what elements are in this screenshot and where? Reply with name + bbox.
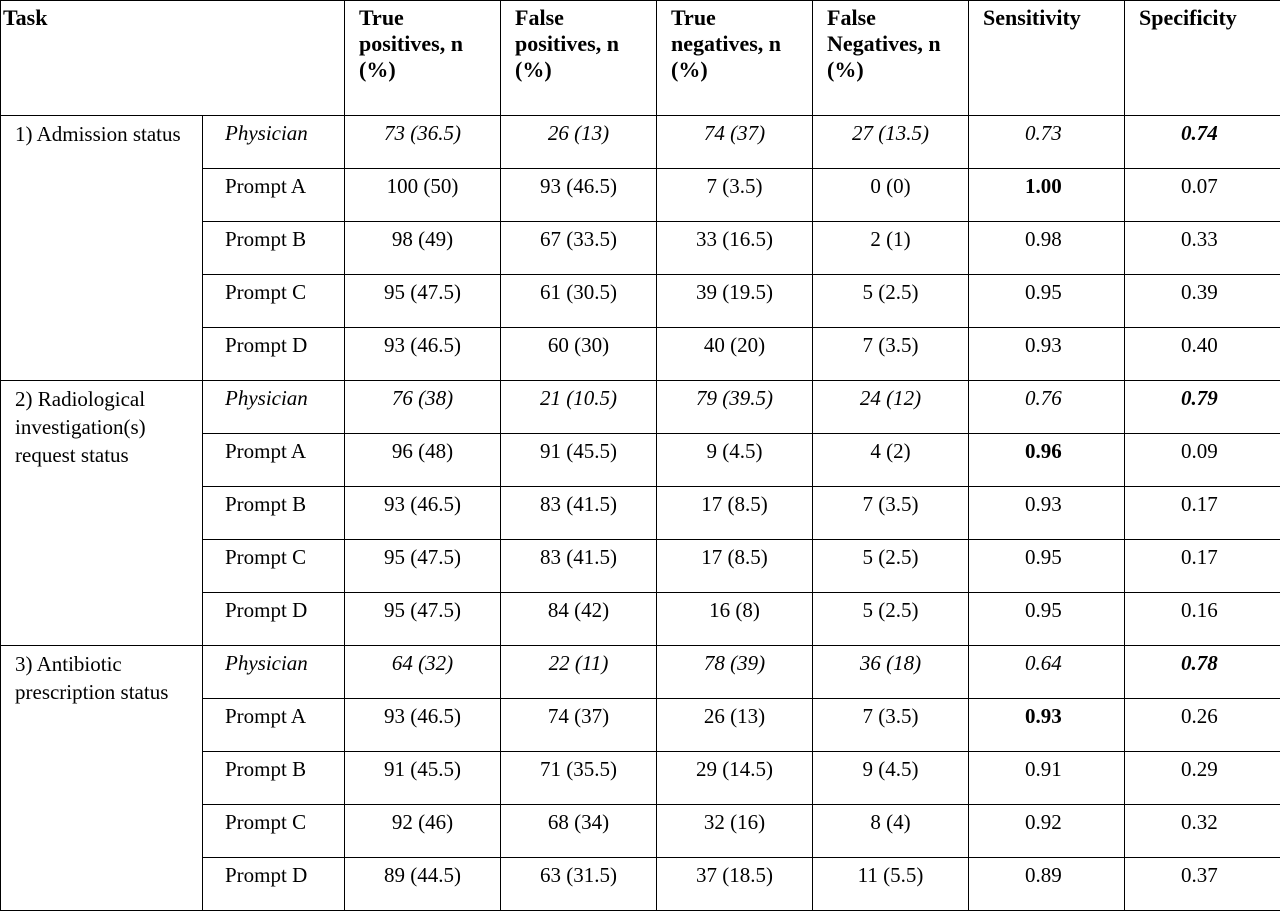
method-cell: Prompt A bbox=[203, 434, 345, 487]
fp-cell: 83 (41.5) bbox=[501, 540, 657, 593]
specificity-cell: 0.26 bbox=[1125, 699, 1280, 752]
header-false-negatives: False Negatives, n (%) bbox=[813, 1, 969, 116]
specificity-cell: 0.09 bbox=[1125, 434, 1280, 487]
method-cell: Prompt C bbox=[203, 805, 345, 858]
tn-cell: 29 (14.5) bbox=[657, 752, 813, 805]
tp-cell: 76 (38) bbox=[345, 381, 501, 434]
tn-cell: 16 (8) bbox=[657, 593, 813, 646]
method-cell: Prompt D bbox=[203, 593, 345, 646]
fp-cell: 60 (30) bbox=[501, 328, 657, 381]
tn-cell: 37 (18.5) bbox=[657, 858, 813, 911]
method-cell: Prompt D bbox=[203, 328, 345, 381]
method-cell: Physician bbox=[203, 381, 345, 434]
tp-cell: 93 (46.5) bbox=[345, 487, 501, 540]
specificity-cell: 0.40 bbox=[1125, 328, 1280, 381]
tn-cell: 17 (8.5) bbox=[657, 540, 813, 593]
tn-cell: 78 (39) bbox=[657, 646, 813, 699]
tp-cell: 92 (46) bbox=[345, 805, 501, 858]
sensitivity-cell: 0.95 bbox=[969, 540, 1125, 593]
specificity-cell: 0.32 bbox=[1125, 805, 1280, 858]
tp-cell: 73 (36.5) bbox=[345, 116, 501, 169]
tp-cell: 95 (47.5) bbox=[345, 593, 501, 646]
header-specificity: Specificity bbox=[1125, 1, 1280, 116]
sensitivity-cell: 0.96 bbox=[969, 434, 1125, 487]
fn-cell: 0 (0) bbox=[813, 169, 969, 222]
method-cell: Prompt C bbox=[203, 275, 345, 328]
tn-cell: 79 (39.5) bbox=[657, 381, 813, 434]
tn-cell: 17 (8.5) bbox=[657, 487, 813, 540]
tn-cell: 33 (16.5) bbox=[657, 222, 813, 275]
tp-cell: 64 (32) bbox=[345, 646, 501, 699]
tp-cell: 98 (49) bbox=[345, 222, 501, 275]
fn-cell: 11 (5.5) bbox=[813, 858, 969, 911]
specificity-cell: 0.79 bbox=[1125, 381, 1280, 434]
fn-cell: 7 (3.5) bbox=[813, 328, 969, 381]
table-row bbox=[1, 381, 1280, 434]
specificity-cell: 0.39 bbox=[1125, 275, 1280, 328]
sensitivity-cell: 0.98 bbox=[969, 222, 1125, 275]
fn-cell: 5 (2.5) bbox=[813, 540, 969, 593]
fp-cell: 74 (37) bbox=[501, 699, 657, 752]
specificity-cell: 0.07 bbox=[1125, 169, 1280, 222]
fn-cell: 5 (2.5) bbox=[813, 593, 969, 646]
tp-cell: 95 (47.5) bbox=[345, 275, 501, 328]
sensitivity-cell: 0.76 bbox=[969, 381, 1125, 434]
sensitivity-cell: 0.93 bbox=[969, 699, 1125, 752]
tn-cell: 9 (4.5) bbox=[657, 434, 813, 487]
fp-cell: 61 (30.5) bbox=[501, 275, 657, 328]
sensitivity-cell: 0.95 bbox=[969, 593, 1125, 646]
method-cell: Prompt D bbox=[203, 858, 345, 911]
specificity-cell: 0.17 bbox=[1125, 540, 1280, 593]
header-task: Task bbox=[1, 1, 345, 116]
method-cell: Prompt B bbox=[203, 487, 345, 540]
tp-cell: 93 (46.5) bbox=[345, 328, 501, 381]
header-true-negatives: True negatives, n (%) bbox=[657, 1, 813, 116]
tp-cell: 91 (45.5) bbox=[345, 752, 501, 805]
sensitivity-cell: 0.93 bbox=[969, 487, 1125, 540]
method-cell: Prompt C bbox=[203, 540, 345, 593]
tp-cell: 93 (46.5) bbox=[345, 699, 501, 752]
tp-cell: 100 (50) bbox=[345, 169, 501, 222]
sensitivity-cell: 0.64 bbox=[969, 646, 1125, 699]
tn-cell: 40 (20) bbox=[657, 328, 813, 381]
fn-cell: 7 (3.5) bbox=[813, 699, 969, 752]
tn-cell: 26 (13) bbox=[657, 699, 813, 752]
table-row bbox=[1, 116, 1280, 169]
tn-cell: 39 (19.5) bbox=[657, 275, 813, 328]
fn-cell: 4 (2) bbox=[813, 434, 969, 487]
fn-cell: 5 (2.5) bbox=[813, 275, 969, 328]
sensitivity-cell: 1.00 bbox=[969, 169, 1125, 222]
fn-cell: 27 (13.5) bbox=[813, 116, 969, 169]
fp-cell: 91 (45.5) bbox=[501, 434, 657, 487]
specificity-cell: 0.37 bbox=[1125, 858, 1280, 911]
table-row bbox=[1, 646, 1280, 699]
fp-cell: 21 (10.5) bbox=[501, 381, 657, 434]
header-sensitivity: Sensitivity bbox=[969, 1, 1125, 116]
method-cell: Physician bbox=[203, 646, 345, 699]
sensitivity-cell: 0.92 bbox=[969, 805, 1125, 858]
sensitivity-cell: 0.93 bbox=[969, 328, 1125, 381]
fp-cell: 67 (33.5) bbox=[501, 222, 657, 275]
tn-cell: 32 (16) bbox=[657, 805, 813, 858]
tp-cell: 89 (44.5) bbox=[345, 858, 501, 911]
fn-cell: 8 (4) bbox=[813, 805, 969, 858]
sensitivity-cell: 0.95 bbox=[969, 275, 1125, 328]
fn-cell: 7 (3.5) bbox=[813, 487, 969, 540]
specificity-cell: 0.78 bbox=[1125, 646, 1280, 699]
specificity-cell: 0.29 bbox=[1125, 752, 1280, 805]
fp-cell: 83 (41.5) bbox=[501, 487, 657, 540]
tn-cell: 74 (37) bbox=[657, 116, 813, 169]
method-cell: Prompt B bbox=[203, 222, 345, 275]
specificity-cell: 0.74 bbox=[1125, 116, 1280, 169]
sensitivity-cell: 0.91 bbox=[969, 752, 1125, 805]
header-row bbox=[1, 1, 1280, 116]
tn-cell: 7 (3.5) bbox=[657, 169, 813, 222]
fn-cell: 24 (12) bbox=[813, 381, 969, 434]
fp-cell: 68 (34) bbox=[501, 805, 657, 858]
task-cell: 3) Antibiotic prescription status bbox=[1, 646, 203, 911]
task-cell: 2) Radiological investigation(s) request status bbox=[1, 381, 203, 646]
method-cell: Prompt B bbox=[203, 752, 345, 805]
header-true-positives: True positives, n (%) bbox=[345, 1, 501, 116]
tp-cell: 95 (47.5) bbox=[345, 540, 501, 593]
method-cell: Prompt A bbox=[203, 169, 345, 222]
sensitivity-cell: 0.73 bbox=[969, 116, 1125, 169]
fp-cell: 63 (31.5) bbox=[501, 858, 657, 911]
fp-cell: 84 (42) bbox=[501, 593, 657, 646]
fn-cell: 9 (4.5) bbox=[813, 752, 969, 805]
fp-cell: 26 (13) bbox=[501, 116, 657, 169]
fp-cell: 93 (46.5) bbox=[501, 169, 657, 222]
method-cell: Prompt A bbox=[203, 699, 345, 752]
specificity-cell: 0.33 bbox=[1125, 222, 1280, 275]
fn-cell: 2 (1) bbox=[813, 222, 969, 275]
fp-cell: 22 (11) bbox=[501, 646, 657, 699]
task-cell: 1) Admission status bbox=[1, 116, 203, 381]
specificity-cell: 0.16 bbox=[1125, 593, 1280, 646]
fn-cell: 36 (18) bbox=[813, 646, 969, 699]
header-false-positives: False positives, n (%) bbox=[501, 1, 657, 116]
specificity-cell: 0.17 bbox=[1125, 487, 1280, 540]
sensitivity-cell: 0.89 bbox=[969, 858, 1125, 911]
method-cell: Physician bbox=[203, 116, 345, 169]
tp-cell: 96 (48) bbox=[345, 434, 501, 487]
fp-cell: 71 (35.5) bbox=[501, 752, 657, 805]
